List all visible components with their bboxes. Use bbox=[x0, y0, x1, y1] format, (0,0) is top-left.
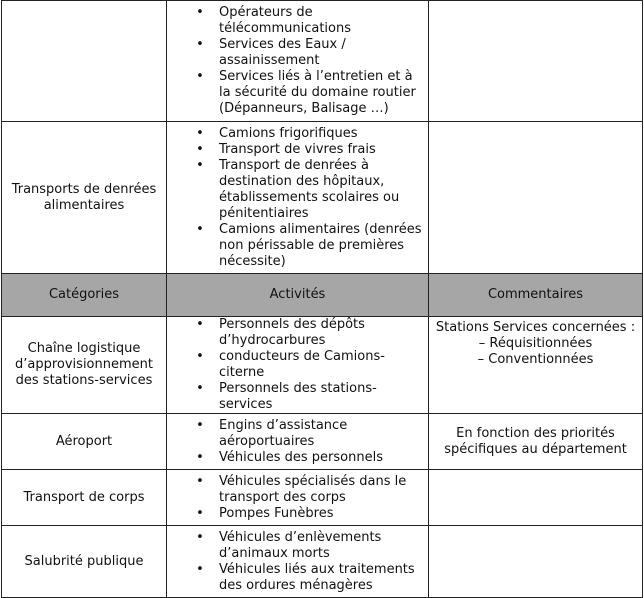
activities-list bbox=[167, 126, 428, 270]
activities-cell bbox=[167, 470, 429, 526]
table-row bbox=[2, 526, 643, 598]
list-item: • Opérateurs de télécommunications bbox=[196, 5, 352, 36]
list-item: • Véhicules spécialisés dans le transport des corps bbox=[196, 473, 407, 505]
activities-list bbox=[167, 317, 428, 413]
list-item: • conducteurs de Camions-citerne bbox=[196, 349, 385, 380]
activities-list bbox=[167, 530, 428, 594]
comment-cell bbox=[429, 317, 643, 414]
activities-list bbox=[167, 5, 428, 117]
category-cell: Chaîne logistique d’approvisionnement des stations-services bbox=[2, 317, 167, 414]
table-header-row bbox=[2, 274, 643, 317]
bullet-icon: • bbox=[196, 221, 204, 237]
activities-cell bbox=[167, 414, 429, 470]
category-cell: Transport de corps bbox=[2, 470, 167, 526]
comment-cell bbox=[429, 1, 643, 122]
categories-table bbox=[1, 0, 643, 598]
table-row bbox=[2, 414, 643, 470]
activities-cell bbox=[167, 526, 429, 598]
category-cell: Aéroport bbox=[2, 414, 167, 470]
category-cell bbox=[2, 1, 167, 122]
header-activities: Activités bbox=[167, 274, 429, 317]
category-cell: Salubrité publique bbox=[2, 526, 167, 598]
activities-cell bbox=[167, 317, 429, 414]
bullet-icon: • bbox=[196, 157, 204, 173]
activities-list bbox=[167, 418, 428, 466]
list-item: • Services des Eaux / assainissement bbox=[196, 37, 346, 68]
list-item: • Pompes Funèbres bbox=[196, 505, 334, 521]
bullet-icon: • bbox=[196, 141, 204, 157]
bullet-icon: • bbox=[196, 37, 204, 52]
bullet-icon: • bbox=[196, 529, 204, 545]
list-item: • Services liés à l’entretien et à la sécurité du domaine routier (Dépanneurs, Balisage …) bbox=[196, 69, 416, 116]
list-item: • Véhicules des personnels bbox=[196, 449, 383, 465]
bullet-icon: • bbox=[196, 5, 204, 20]
comment-cell bbox=[429, 122, 643, 274]
bullet-icon: • bbox=[196, 381, 204, 396]
table-row bbox=[2, 1, 643, 122]
activities-list bbox=[167, 474, 428, 522]
list-item: • Véhicules d’enlèvements d’animaux morts bbox=[196, 529, 382, 561]
table-row bbox=[2, 317, 643, 414]
list-item: – Conventionnées bbox=[477, 352, 594, 367]
category-cell: Transports de denrées alimentaires bbox=[2, 122, 167, 274]
bullet-icon: • bbox=[196, 505, 204, 521]
comment-cell bbox=[429, 470, 643, 526]
list-item: • Transport de vivres frais bbox=[196, 141, 376, 157]
comment-list bbox=[429, 336, 642, 368]
list-item: – Réquisitionnées bbox=[478, 336, 593, 351]
header-comments: Commentaires bbox=[429, 274, 643, 317]
bullet-icon: • bbox=[196, 317, 204, 332]
list-item: • Véhicules liés aux traitements des ordures ménagères bbox=[196, 561, 415, 593]
comment-cell bbox=[429, 526, 643, 598]
bullet-icon: • bbox=[196, 125, 204, 141]
bullet-icon: • bbox=[196, 473, 204, 489]
table-row bbox=[2, 122, 643, 274]
list-item: • Camions alimentaires (denrées non périssable de premières nécessite) bbox=[196, 221, 422, 269]
list-item: • Transport de denrées à destination des hôpitaux, établissements scolaires ou pénitentiaires bbox=[196, 157, 400, 221]
list-item: • Camions frigorifiques bbox=[196, 125, 358, 141]
bullet-icon: • bbox=[196, 561, 204, 577]
bullet-icon: • bbox=[196, 449, 204, 465]
table-row bbox=[2, 470, 643, 526]
comment-title: Stations Services concernées : bbox=[435, 320, 636, 335]
bullet-icon: • bbox=[196, 69, 204, 84]
list-item: • Personnels des dépôts d’hydrocarbures bbox=[196, 317, 365, 348]
bullet-icon: • bbox=[196, 349, 204, 364]
activities-cell bbox=[167, 1, 429, 122]
list-item: • Engins d’assistance aéroportuaires bbox=[196, 417, 348, 449]
activities-cell bbox=[167, 122, 429, 274]
header-categories: Catégories bbox=[2, 274, 167, 317]
comment-cell: En fonction des priorités spécifiques au département bbox=[429, 414, 643, 470]
list-item: • Personnels des stations-services bbox=[196, 381, 377, 412]
bullet-icon: • bbox=[196, 417, 204, 433]
